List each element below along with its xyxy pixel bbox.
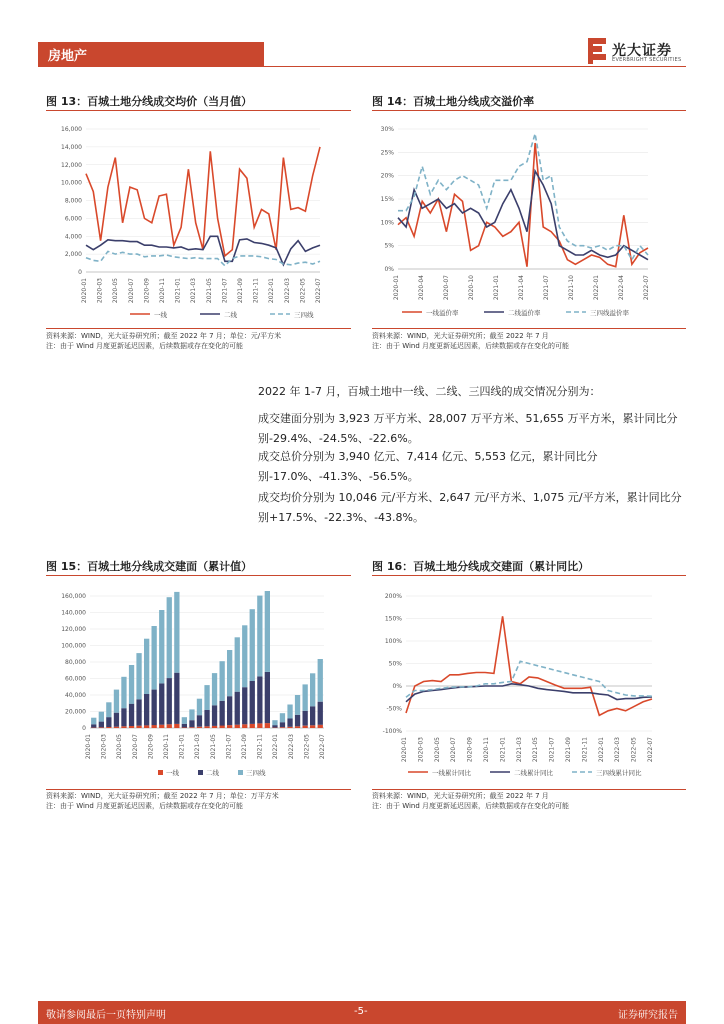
fig15-bar: [121, 677, 126, 708]
fig13-series-1: [86, 147, 320, 256]
fig16-xtick: 2020-07: [450, 737, 458, 763]
fig13-xtick: 2022-03: [283, 278, 291, 304]
fig15-legend-swatch: [238, 770, 243, 775]
fig15-legend-label: 二线: [206, 769, 219, 777]
fig15-bar: [310, 706, 315, 725]
fig15-bar: [129, 665, 134, 704]
fig15-bar: [265, 672, 270, 723]
fig15-ytick: 0: [82, 725, 86, 732]
fig15-bar: [99, 727, 104, 728]
fig15-bar: [91, 724, 96, 727]
fig15-bar: [189, 709, 194, 720]
fig13-xtick: 2021-01: [174, 278, 182, 304]
fig15-bar: [265, 723, 270, 728]
fig14-ytick: 15%: [380, 196, 394, 203]
fig14-note: 注：由于 Wind 月度更新延迟因素，后续数据或存在变化的可能: [372, 342, 570, 350]
fig15-bar: [144, 694, 149, 725]
fig15-legend-swatch: [158, 770, 163, 775]
fig15-xtick: 2020-11: [163, 734, 170, 760]
brand-name: 光大证券: [612, 43, 672, 59]
fig15-bar: [189, 720, 194, 727]
fig15-bar: [280, 727, 285, 728]
fig16-xtick: 2020-09: [466, 737, 474, 763]
fig15-bar: [106, 717, 111, 727]
brand-logo-icon: [588, 38, 606, 64]
fig16-ytick: 150%: [384, 615, 402, 623]
fig13-ytick: 12,000: [61, 161, 82, 169]
fig15-bar: [121, 726, 126, 728]
fig16-xtick: 2020-01: [401, 737, 408, 763]
fig15-xtick: 2021-11: [256, 734, 264, 760]
fig15-bar: [114, 713, 119, 727]
fig14-xtick: 2022-01: [593, 275, 600, 301]
fig14-chart: [372, 115, 686, 325]
fig15-bar: [159, 683, 164, 724]
fig15-bar: [295, 715, 300, 727]
fig15-bar: [99, 712, 104, 722]
fig13-xtick: 2021-09: [237, 278, 244, 304]
fig15-bar: [235, 637, 240, 691]
fig13-xtick: 2020-01: [81, 278, 88, 304]
fig15-title: 图 15：百城土地分线成交建面（累计值）: [46, 560, 253, 573]
fig15-xtick: 2021-07: [225, 734, 233, 760]
fig15-bar: [242, 625, 247, 687]
fig15-bar: [295, 726, 300, 728]
fig13-title: 图 13：百城土地分线成交均价（当月值）: [46, 95, 253, 108]
fig16-ytick: 200%: [384, 593, 402, 600]
fig15-bar: [197, 727, 202, 728]
fig15-bar: [310, 673, 315, 706]
fig15-ytick: 80,000: [65, 659, 86, 666]
fig15-bar: [182, 724, 187, 728]
brand-logo: [588, 38, 688, 66]
fig15-bar: [174, 673, 179, 724]
fig15-bar: [167, 678, 172, 724]
fig15-xtick: 2020-09: [147, 734, 155, 760]
header-line: [38, 66, 686, 67]
fig15-xtick: 2022-03: [287, 734, 295, 760]
fig15-bar: [114, 727, 119, 728]
fig15-xtick: 2020-05: [116, 734, 124, 760]
fig15-xtick: 2020-01: [85, 734, 92, 760]
fig13-ytick: 0: [78, 269, 82, 276]
fig13-xtick: 2021-07: [221, 278, 229, 304]
fig13-ytick: 2,000: [64, 251, 82, 259]
fig15-bar: [303, 684, 308, 710]
fig13-xtick: 2021-05: [205, 278, 213, 304]
fig16-xtick: 2020-03: [417, 737, 425, 763]
fig15-bar: [152, 690, 157, 726]
fig15-bar: [136, 726, 141, 728]
fig14-xtick: 2020-07: [443, 275, 450, 301]
fig15-bar: [189, 727, 194, 728]
fig13-legend-label: 一线: [154, 311, 167, 319]
fig15-xtick: 2021-09: [241, 734, 248, 760]
fig15-bar: [136, 653, 141, 699]
fig15-bar: [272, 725, 277, 728]
fig15-bar: [159, 725, 164, 728]
fig15-bar: [318, 702, 323, 725]
fig16-xtick: 2022-01: [597, 737, 605, 763]
fig15-bar: [144, 639, 149, 694]
fig15-bar: [129, 704, 134, 726]
fig14-ytick: 5%: [384, 242, 394, 250]
fig16-ytick: -50%: [386, 705, 402, 713]
fig15-bar: [204, 685, 209, 710]
fig15-bar: [91, 718, 96, 725]
fig15-bar: [227, 650, 232, 696]
fig15-bar: [114, 690, 119, 713]
fig13-ytick: 6,000: [64, 215, 82, 223]
fig15-chart: [46, 582, 351, 787]
fig13-xtick: 2020-11: [159, 278, 166, 304]
fig13-xtick: 2020-07: [127, 278, 135, 304]
fig15-ytick: 100,000: [61, 642, 86, 650]
fig15-bar: [227, 725, 232, 728]
fig15-svg: [46, 582, 351, 787]
fig15-ytick: 140,000: [61, 609, 86, 617]
fig14-xtick: 2021-10: [568, 275, 575, 301]
fig13-source: 资料来源：WIND，光大证券研究所；截至 2022 年 7 月；单位：元/平方米: [46, 332, 282, 340]
fig15-bar: [303, 711, 308, 726]
fig13-ytick: 10,000: [61, 179, 82, 187]
fig16-ytick: 100%: [384, 638, 402, 645]
fig13-svg: [46, 115, 351, 325]
fig15-bar: [235, 692, 240, 725]
fig15-xtick: 2022-07: [319, 734, 326, 760]
fig15-bar: [303, 726, 308, 728]
fig15-bar: [204, 710, 209, 727]
fig15-legend-label: 一线: [166, 769, 179, 777]
fig15-bar: [310, 725, 315, 728]
fig16-xtick: 2021-01: [499, 737, 507, 763]
fig13-xtick: 2020-03: [96, 278, 104, 304]
fig16-xtick: 2022-03: [614, 737, 622, 763]
fig15-source: 资料来源：WIND，光大证券研究所；截至 2022 年 7 月；单位：万平方米: [46, 792, 279, 800]
fig15-ytick: 40,000: [65, 692, 86, 699]
fig15-xtick: 2021-03: [194, 734, 202, 760]
fig13-ytick: 14,000: [61, 143, 82, 151]
fig15-bar: [106, 727, 111, 728]
fig14-ytick: 10%: [380, 219, 394, 227]
fig13-xtick: 2022-05: [299, 278, 307, 304]
fig16-xtick: 2021-11: [581, 737, 589, 763]
fig13-ytick: 16,000: [61, 126, 82, 133]
fig15-xtick: 2022-01: [272, 734, 280, 760]
fig15-ytick: 120,000: [61, 626, 86, 633]
section-label: 房地产: [48, 49, 88, 64]
fig15-bar: [250, 609, 255, 681]
fig13-chart: [46, 115, 351, 325]
brand-name-en: EVERBRIGHT SECURITIES: [612, 57, 682, 63]
fig15-bar: [159, 610, 164, 683]
fig15-bar: [220, 726, 225, 729]
fig14-title: 图 14：百城土地分线成交溢价率: [372, 95, 535, 108]
fig15-bar: [212, 673, 217, 705]
fig16-source: 资料来源：WIND，光大证券研究所；截至 2022 年 7 月: [372, 792, 549, 800]
body-paragraph-3: 成交总价分别为 3,940 亿元、7,414 亿元、5,553 亿元，累计同比分别-17.0%、-41.3%、-56.5%。: [258, 450, 598, 483]
fig16-note: 注：由于 Wind 月度更新延迟因素，后续数据或存在变化的可能: [372, 802, 570, 810]
fig15-bar: [287, 719, 292, 727]
fig15-bar: [174, 592, 179, 673]
fig15-bar: [99, 722, 104, 728]
fig15-bar: [280, 713, 285, 722]
fig13-title-line: [46, 110, 351, 111]
fig14-title-line: [372, 110, 686, 111]
fig14-xtick: 2020-10: [468, 275, 475, 301]
fig15-bar: [152, 626, 157, 690]
fig16-legend-label: 三四线累计同比: [596, 769, 642, 777]
fig14-legend-label: 三四线溢价率: [590, 309, 629, 317]
fig14-bottom-line: [372, 328, 686, 329]
fig15-bar: [167, 724, 172, 728]
fig14-ytick: 20%: [380, 172, 394, 180]
fig15-bar: [280, 722, 285, 727]
fig16-xtick: 2022-07: [647, 737, 654, 763]
fig15-bar: [129, 726, 134, 728]
fig15-bar: [295, 695, 300, 715]
fig16-title: 图 16：百城土地分线成交建面（累计同比）: [372, 560, 590, 573]
body-paragraph-2: 成交建面分别为 3,923 万平方米、28,007 万平方米、51,655 万平方米，累计同比分别-29.4%、-24.5%、-22.6%。: [258, 412, 678, 445]
fig15-bar: [174, 724, 179, 728]
fig15-bar: [136, 699, 141, 725]
fig15-bar: [212, 705, 217, 726]
fig14-xtick: 2021-01: [493, 275, 500, 301]
fig15-bar: [152, 725, 157, 728]
fig16-xtick: 2020-05: [433, 737, 441, 763]
fig15-bar: [182, 728, 187, 729]
fig15-bar: [257, 676, 262, 723]
fig15-xtick: 2022-05: [303, 734, 311, 760]
footer-bar: [38, 1001, 686, 1024]
fig16-ytick: 0%: [392, 683, 402, 690]
fig16-chart: [372, 582, 686, 787]
fig15-xtick: 2021-05: [209, 734, 217, 760]
fig15-ytick: 60,000: [65, 675, 86, 683]
fig13-bottom-line: [46, 328, 351, 329]
fig13-xtick: 2021-03: [190, 278, 198, 304]
fig13-note: 注：由于 Wind 月度更新延迟因素，后续数据或存在变化的可能: [46, 342, 244, 350]
page-number: -5-: [354, 1006, 368, 1017]
fig16-svg: [372, 582, 686, 787]
fig15-bar: [197, 699, 202, 716]
fig14-legend-label: 二线溢价率: [508, 309, 541, 317]
header-bar: [38, 42, 264, 66]
fig15-bar: [220, 701, 225, 726]
fig15-legend-swatch: [198, 770, 203, 775]
fig15-bar: [242, 724, 247, 728]
fig14-ytick: 30%: [380, 126, 394, 133]
fig13-legend-label: 三四线: [294, 311, 314, 319]
fig16-legend-label: 一线累计同比: [432, 769, 471, 777]
fig16-xtick: 2020-11: [483, 737, 490, 763]
fig16-xtick: 2021-09: [565, 737, 572, 763]
fig15-bar: [250, 724, 255, 728]
fig14-legend-label: 一线溢价率: [426, 309, 459, 317]
fig16-series-1: [406, 616, 652, 715]
fig15-bar: [204, 726, 209, 728]
fig16-title-line: [372, 575, 686, 576]
fig15-bar: [250, 681, 255, 724]
fig14-source: 资料来源：WIND，光大证券研究所；截至 2022 年 7 月: [372, 332, 549, 340]
fig15-bar: [257, 596, 262, 677]
fig15-legend-label: 三四线: [246, 769, 266, 777]
body-paragraph-4: 成交均价分别为 10,046 元/平方米、2,647 元/平方米、1,075 元/平方米，累计同比分别+17.5%、-22.3%、-43.8%。: [258, 491, 682, 524]
fig13-xtick: 2021-11: [252, 278, 260, 304]
fig15-title-line: [46, 575, 351, 576]
fig15-bar: [287, 705, 292, 719]
fig15-xtick: 2021-01: [178, 734, 186, 760]
body-paragraph-1: 2022 年 1-7 月，百城土地中一线、二线、三四线的成交情况分别为：: [258, 385, 601, 398]
fig15-bar: [220, 661, 225, 701]
footer-report-type: 证券研究报告: [618, 1010, 678, 1021]
fig15-bar: [106, 702, 111, 717]
fig15-bar: [212, 726, 217, 728]
fig14-svg: [372, 115, 686, 325]
fig13-xtick: 2020-05: [112, 278, 120, 304]
fig13-ytick: 4,000: [64, 233, 82, 241]
fig13-xtick: 2020-09: [143, 278, 151, 304]
fig13-ytick: 8,000: [64, 197, 82, 205]
fig16-ytick: -100%: [382, 728, 402, 735]
fig15-bar: [144, 725, 149, 728]
fig16-ytick: 50%: [388, 660, 402, 668]
fig15-bar: [265, 591, 270, 672]
fig15-bottom-line: [46, 789, 351, 790]
fig14-xtick: 2022-07: [643, 275, 650, 301]
fig15-bar: [167, 597, 172, 678]
footer-disclaimer: 敬请参阅最后一页特别声明: [46, 1010, 166, 1021]
fig15-note: 注：由于 Wind 月度更新延迟因素，后续数据或存在变化的可能: [46, 802, 244, 810]
fig14-xtick: 2022-04: [618, 275, 625, 301]
fig15-bar: [318, 725, 323, 728]
fig15-bar: [318, 659, 323, 702]
fig16-xtick: 2021-05: [532, 737, 540, 763]
fig13-series-3: [86, 251, 320, 265]
fig14-ytick: 0%: [384, 266, 394, 273]
fig15-bar: [227, 696, 232, 725]
fig16-xtick: 2021-03: [515, 737, 523, 763]
fig15-xtick: 2020-07: [131, 734, 139, 760]
fig16-xtick: 2021-07: [548, 737, 556, 763]
fig15-xtick: 2020-03: [100, 734, 108, 760]
fig15-bar: [197, 715, 202, 727]
fig16-xtick: 2022-05: [630, 737, 638, 763]
fig14-xtick: 2020-01: [393, 275, 400, 301]
fig15-bar: [287, 727, 292, 728]
fig15-ytick: 20,000: [65, 708, 86, 716]
fig13-xtick: 2022-01: [268, 278, 276, 304]
fig15-bar: [182, 717, 187, 724]
fig16-legend-label: 二线累计同比: [514, 769, 553, 777]
fig14-xtick: 2020-04: [418, 275, 425, 301]
fig13-legend-label: 二线: [224, 311, 237, 319]
fig16-bottom-line: [372, 789, 686, 790]
fig14-xtick: 2021-04: [518, 275, 525, 301]
fig15-bar: [257, 724, 262, 729]
fig15-bar: [272, 720, 277, 725]
fig15-ytick: 160,000: [61, 593, 86, 600]
fig14-ytick: 25%: [380, 149, 394, 157]
fig15-bar: [235, 725, 240, 728]
fig13-xtick: 2022-07: [315, 278, 322, 304]
fig15-bar: [121, 708, 126, 726]
fig15-bar: [242, 687, 247, 724]
fig14-xtick: 2021-07: [543, 275, 550, 301]
